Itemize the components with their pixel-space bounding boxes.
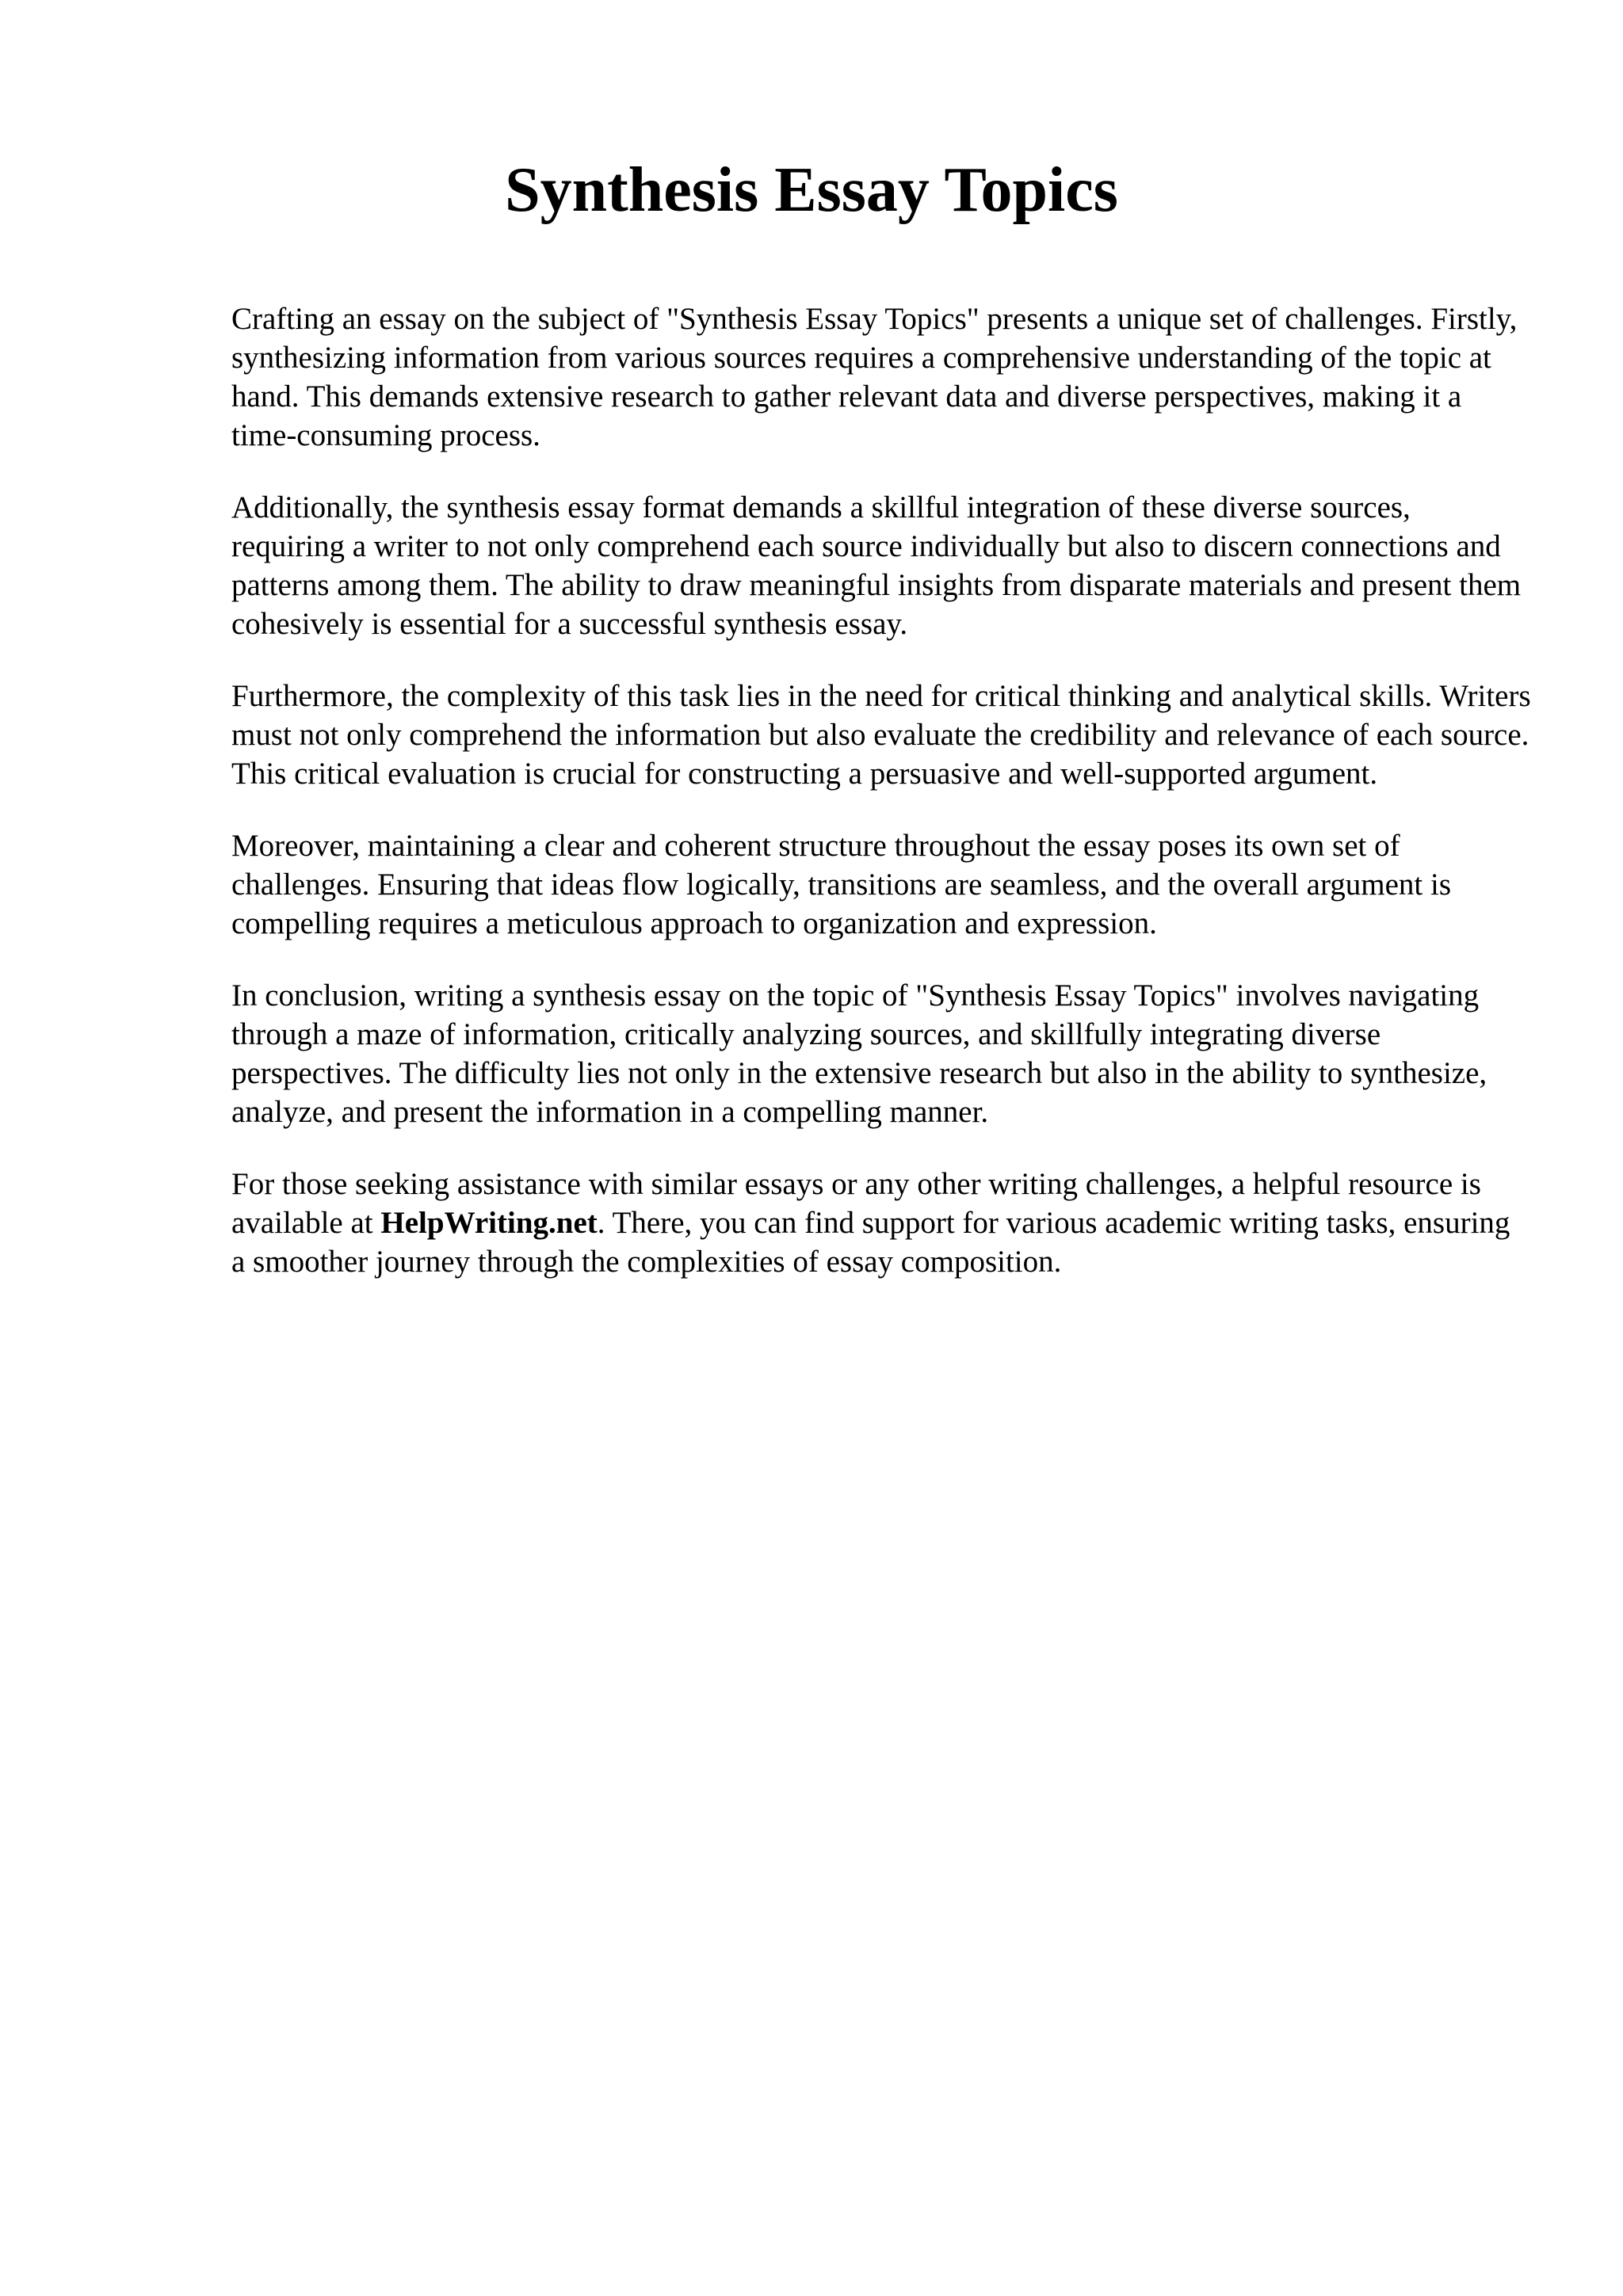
paragraph-3: Furthermore, the complexity of this task lies in the need for critical thinking and analytical skills. Writers must not only comprehend the information but also evaluate the credibility and relevance of each source. This critical evaluation is crucial for constructing a persuasive and well-supported argument. xyxy=(231,679,1531,791)
page-title: Synthesis Essay Topics xyxy=(505,155,1118,225)
paragraph-5: In conclusion, writing a synthesis essay on the topic of "Synthesis Essay Topics" involves navigating through a maze of information, critically analyzing sources, and skillfully integrating diverse perspectives. The difficulty lies not only in the extensive research but also in the ability to synthesize, analyze, and present the information in a compelling manner. xyxy=(231,978,1487,1129)
closing-text-after: . There, you can find support for various academic writing tasks, ensuring a smoother journey through the complexities of essay composition. xyxy=(231,1206,1510,1279)
paragraph-1: Crafting an essay on the subject of "Synthesis Essay Topics" presents a unique set of challenges. Firstly, synthesizing information from various sources requires a comprehensive understanding of the topic at hand. This demands extensive research to gather relevant data and diverse perspectives, making it a time-consuming process. xyxy=(231,302,1518,452)
document-body xyxy=(231,299,1531,1314)
paragraph-2: Additionally, the synthesis essay format demands a skillful integration of these diverse sources, requiring a writer to not only comprehend each source individually but also to discern connections and patterns among them. The ability to draw meaningful insights from disparate materials and present them cohesively is essential for a successful synthesis essay. xyxy=(231,490,1522,641)
closing-text-before: For those seeking assistance with similar essays or any other writing challenges, a helpful resource is available at xyxy=(231,1167,1481,1240)
paragraph-closing xyxy=(231,1165,1531,1281)
paragraph-4: Moreover, maintaining a clear and coherent structure throughout the essay poses its own set of challenges. Ensuring that ideas flow logically, transitions are seamless, and the overall argument is compelling requires a meticulous approach to organization and expression. xyxy=(231,829,1451,940)
helpwriting-link[interactable]: HelpWriting.net xyxy=(380,1206,598,1240)
